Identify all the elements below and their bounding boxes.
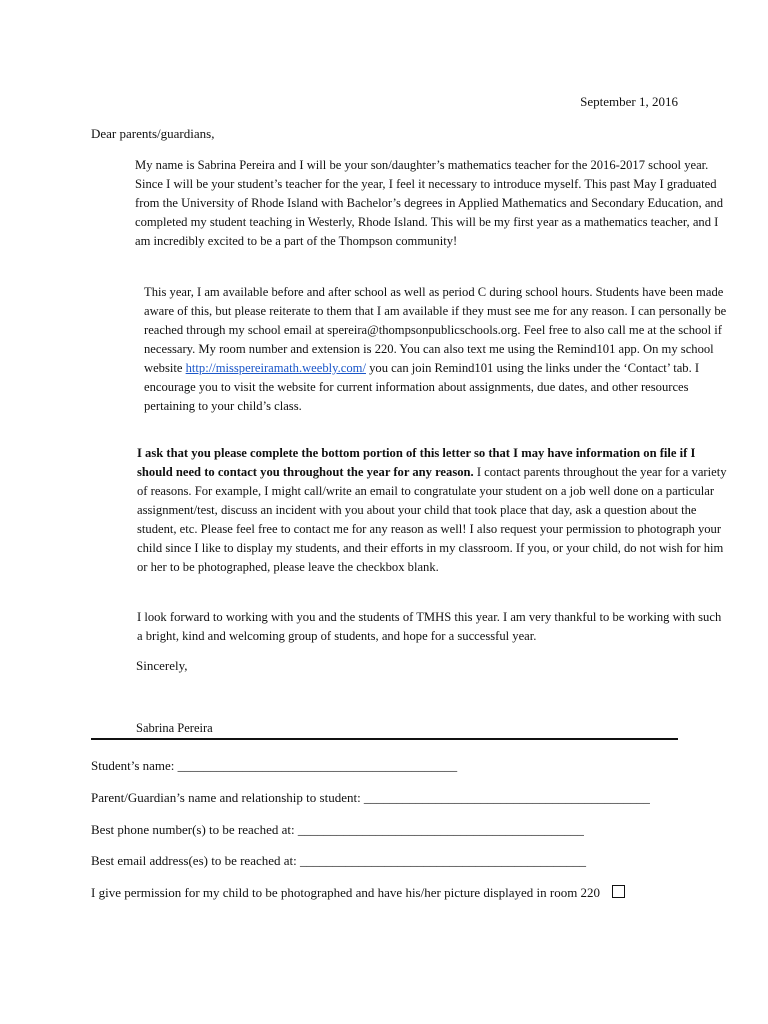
closing-paragraph-text: I look forward to working with you and the students of TMHS this year. I am very thankful to be working with such a bright, kind and welcoming group of students, and hope for a successful year. bbox=[137, 610, 722, 643]
closing-salutation: Sincerely, bbox=[136, 658, 188, 673]
guardian-name-field[interactable]: Parent/Guardian’s name and relationship to student: ____________________________________________ bbox=[91, 790, 650, 805]
website-link[interactable]: http://misspereiramath.weebly.com/ bbox=[185, 361, 366, 375]
availability-text-continued: you can join Remind101 using the links under the ‘Contact’ tab. I encourage you to visit the website for current information about assignments, due dates, and other resources pertaining to your child’s class. bbox=[144, 361, 700, 413]
phone-field[interactable]: Best phone number(s) to be reached at: ____________________________________________ bbox=[91, 822, 584, 837]
divider-line bbox=[91, 738, 678, 740]
availability-paragraph bbox=[96, 283, 730, 416]
student-name-field[interactable]: Student’s name: ___________________________________________ bbox=[91, 758, 458, 773]
contact-request-text: I contact parents throughout the year for a variety of reasons. For example, I might call/write an email to congratulate your student on a job well done on a particular assignment/test, discuss an incident with you about your child that took place that day, ask a question about the student, etc. Please feel free to contact me for any reason as well! I also request your permission to photograph your child since I like to display my students, and their efforts in my classroom. If you, or your child, do not wish for him or her to be photographed, please leave the checkbox blank. bbox=[137, 465, 727, 574]
email-field[interactable]: Best email address(es) to be reached at: ____________________________________________ bbox=[91, 853, 586, 868]
photo-permission-label: I give permission for my child to be photographed and have his/her picture displayed in room 220 bbox=[91, 885, 601, 900]
salutation: Dear parents/guardians, bbox=[91, 126, 215, 141]
intro-paragraph-text: My name is Sabrina Pereira and I will be your son/daughter’s mathematics teacher for the 2016-2017 school year. Since I will be your student’s teacher for the year, I feel it necessary to introduce myself. This past May I graduated from the University of Rhode Island with Bachelor’s degrees in Applied Mathematics and Secondary Education, and completed my student teaching in Westerly, Rhode Island. This will be my first year as a mathematics teacher, and I am incredibly excited to be a part of the Thompson community! bbox=[135, 158, 724, 248]
contact-request-bold-text: I ask that you please complete the bottom portion of this letter so that I may have information on file if I should need to contact you throughout the year for any reason. bbox=[137, 446, 696, 479]
closing-paragraph bbox=[91, 608, 727, 646]
availability-text: This year, I am available before and after school as well as period C during school hours. Students have been made aware of this, but please reiterate to them that I am available if they must see me for any reason. I can personally be reached through my school email at spereira@thompsonpublicschools.org. Feel free to also call me at the school if necessary. My room number and extension is 220. You can also text me using the Remind101 app. On my school website bbox=[144, 285, 727, 375]
letter-date: September 1, 2016 bbox=[580, 94, 678, 109]
photo-permission-checkbox[interactable] bbox=[612, 885, 625, 898]
photo-permission-row bbox=[91, 885, 625, 901]
signer-name: Sabrina Pereira bbox=[136, 721, 213, 735]
contact-request-paragraph bbox=[91, 444, 727, 577]
intro-paragraph bbox=[91, 156, 725, 251]
